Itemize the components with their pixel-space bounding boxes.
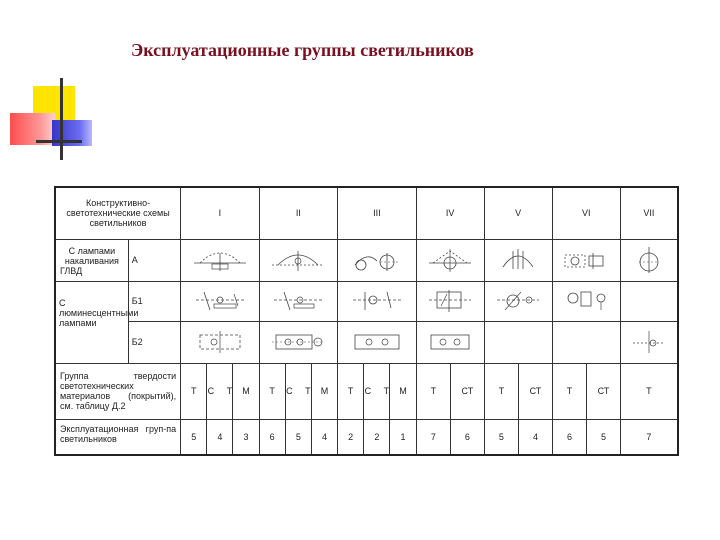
hardness-value: Т bbox=[416, 363, 451, 419]
exploit-value: 2 bbox=[338, 419, 364, 455]
scheme-b2-7 bbox=[620, 321, 678, 363]
lamp-scheme-icon bbox=[561, 247, 611, 273]
scheme-b1-7 bbox=[620, 281, 678, 321]
hardness-value: М bbox=[390, 363, 416, 419]
hardness-value: М bbox=[233, 363, 259, 419]
exploit-value: 2 bbox=[364, 419, 390, 455]
scheme-b2-6 bbox=[552, 321, 620, 363]
scheme-a-7 bbox=[620, 239, 678, 281]
tube-scheme-icon bbox=[190, 288, 250, 314]
row-code-a: А bbox=[128, 239, 180, 281]
hardness-value: Т bbox=[620, 363, 678, 419]
exploit-value: 4 bbox=[311, 419, 337, 455]
hardness-value: С Т bbox=[364, 363, 390, 419]
hardness-value: Т bbox=[338, 363, 364, 419]
lamp-scheme-icon bbox=[629, 245, 669, 275]
exploit-value: 5 bbox=[181, 419, 207, 455]
exploit-value: 5 bbox=[484, 419, 519, 455]
scheme-a-1 bbox=[181, 239, 259, 281]
scheme-b1-1 bbox=[181, 281, 259, 321]
exploit-value: 6 bbox=[552, 419, 587, 455]
scheme-b2-4 bbox=[416, 321, 484, 363]
scheme-a-2 bbox=[259, 239, 338, 281]
row-code-b1: Б1 bbox=[128, 281, 180, 321]
hardness-value: С Т bbox=[285, 363, 311, 419]
exploit-value: 1 bbox=[390, 419, 416, 455]
exploit-value: 7 bbox=[416, 419, 451, 455]
group-header-5: V bbox=[484, 187, 552, 239]
scheme-b1-3 bbox=[338, 281, 417, 321]
scheme-b2-5 bbox=[484, 321, 552, 363]
incandescent-label: С лампами накаливания ГЛВД bbox=[55, 239, 128, 281]
exploit-value: 6 bbox=[259, 419, 285, 455]
scheme-b1-5 bbox=[484, 281, 552, 321]
lamp-scheme-icon bbox=[190, 247, 250, 273]
hardness-value: СТ bbox=[519, 363, 553, 419]
group-header-6: VI bbox=[552, 187, 620, 239]
decor-horizontal-line bbox=[36, 140, 82, 143]
hardness-value: СТ bbox=[451, 363, 485, 419]
group-header-4: IV bbox=[416, 187, 484, 239]
tube-scheme-icon bbox=[268, 288, 328, 314]
lamp-scheme-icon bbox=[268, 247, 328, 273]
exploit-value: 4 bbox=[519, 419, 553, 455]
scheme-a-5 bbox=[484, 239, 552, 281]
group-header-2: II bbox=[259, 187, 338, 239]
group-header-3: III bbox=[338, 187, 417, 239]
hardness-value: Т bbox=[484, 363, 519, 419]
tube-scheme-icon bbox=[561, 288, 611, 314]
lamp-scheme-icon bbox=[425, 247, 475, 273]
exploit-value: 3 bbox=[233, 419, 259, 455]
page-title: Эксплуатационные группы светильников bbox=[131, 40, 474, 60]
hardness-value: Т bbox=[552, 363, 587, 419]
hardness-value: Т bbox=[181, 363, 207, 419]
tube-scheme-icon bbox=[493, 288, 543, 314]
schemes-header: Конструктивно-светотехнические схемы светильников bbox=[55, 187, 181, 239]
lamp-scheme-icon bbox=[493, 247, 543, 273]
hardness-value: Т bbox=[259, 363, 285, 419]
lamp-scheme-icon bbox=[347, 247, 407, 273]
scheme-a-4 bbox=[416, 239, 484, 281]
exploit-value: 5 bbox=[285, 419, 311, 455]
tube-scheme-icon bbox=[425, 288, 475, 314]
group-header-1: I bbox=[181, 187, 259, 239]
tube-scheme-icon bbox=[347, 288, 407, 314]
exploit-value: 7 bbox=[620, 419, 678, 455]
tube-scheme-icon bbox=[268, 329, 328, 355]
scheme-a-6 bbox=[552, 239, 620, 281]
decor-vertical-line bbox=[60, 78, 63, 160]
scheme-b1-4 bbox=[416, 281, 484, 321]
exploit-value: 6 bbox=[451, 419, 485, 455]
fluorescent-label: С люминесцентными лампами bbox=[55, 281, 128, 363]
hardness-value: СТ bbox=[587, 363, 621, 419]
tube-scheme-icon bbox=[190, 329, 250, 355]
scheme-b1-6 bbox=[552, 281, 620, 321]
group-header-7: VII bbox=[620, 187, 678, 239]
row-code-b2: Б2 bbox=[128, 321, 180, 363]
scheme-b2-3 bbox=[338, 321, 417, 363]
scheme-b1-2 bbox=[259, 281, 338, 321]
exploit-value: 4 bbox=[207, 419, 233, 455]
scheme-a-3 bbox=[338, 239, 417, 281]
tube-scheme-icon bbox=[347, 329, 407, 355]
tube-scheme-icon bbox=[425, 329, 475, 355]
exploit-label: Эксплуатационная груп-па светильников bbox=[55, 419, 181, 455]
luminaire-groups-table bbox=[54, 186, 679, 456]
scheme-b2-1 bbox=[181, 321, 259, 363]
scheme-b2-2 bbox=[259, 321, 338, 363]
hardness-value: М bbox=[311, 363, 337, 419]
exploit-value: 5 bbox=[587, 419, 621, 455]
hardness-value: С Т bbox=[207, 363, 233, 419]
hardness-label: Группа твердости светотехнических материалов (покрытий), см. таблицу Д.2 bbox=[55, 363, 181, 419]
tube-scheme-icon bbox=[629, 329, 669, 355]
